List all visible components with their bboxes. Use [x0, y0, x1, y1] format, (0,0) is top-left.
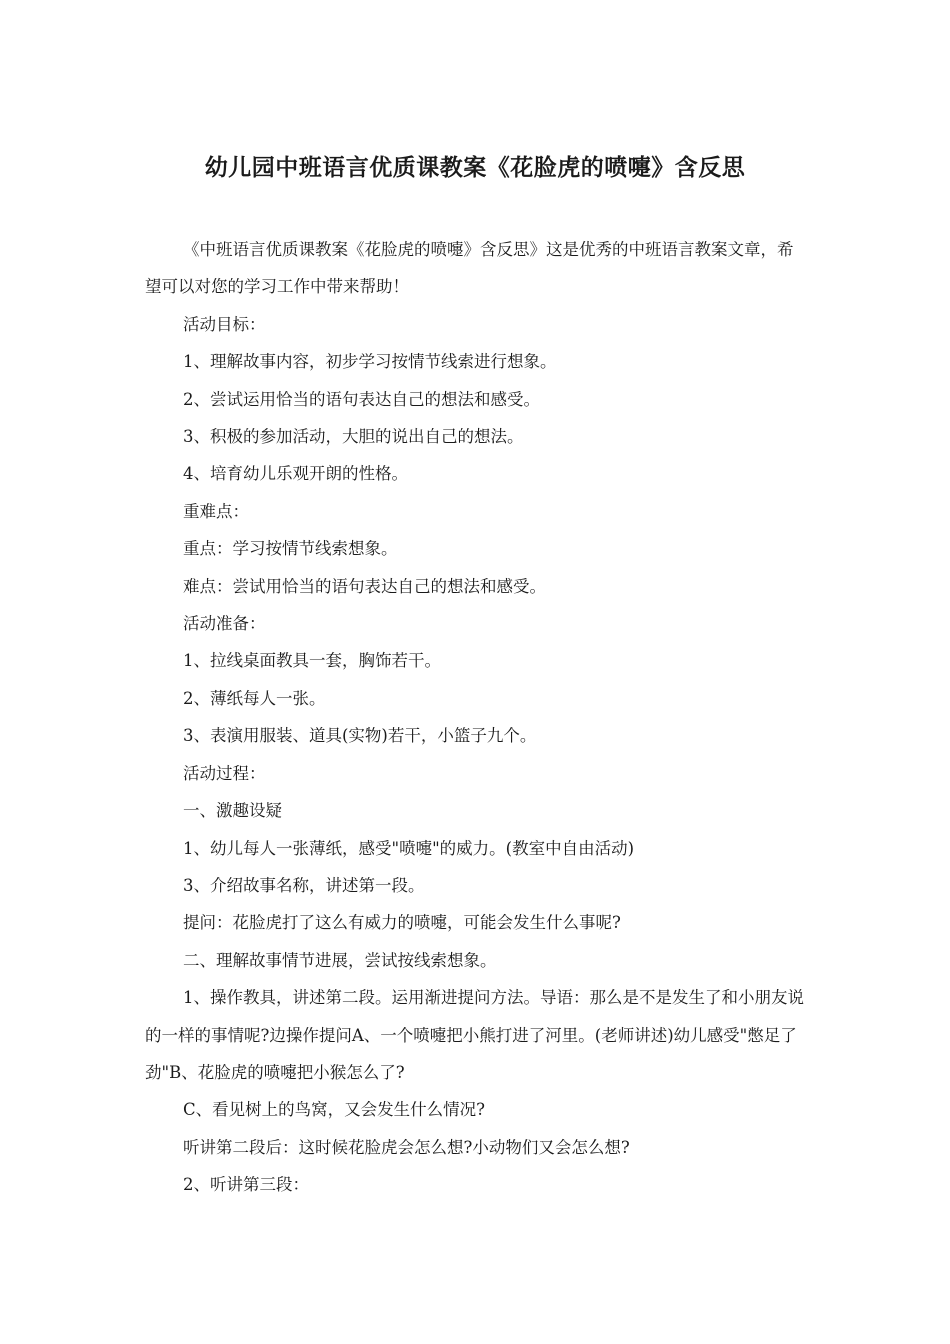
difficulty-item: 难点：尝试用恰当的语句表达自己的想法和感受。: [183, 576, 546, 596]
process-item: C、看见树上的鸟窝，又会发生什么情况?: [183, 1100, 485, 1120]
preparation-item: 1、拉线桌面教具一套，胸饰若干。: [183, 651, 441, 671]
process-step-heading: 二、理解故事情节进展，尝试按线索想象。: [183, 950, 497, 970]
section-heading-process: 活动过程：: [183, 763, 266, 783]
process-item: 1、幼儿每人一张薄纸，感受"喷嚏"的威力。(教室中自由活动): [183, 838, 635, 858]
process-item: 2、听讲第三段：: [183, 1175, 309, 1195]
process-step-heading: 一、激趣设疑: [183, 801, 282, 821]
process-item: 1、操作教具，讲述第二段。运用渐进提问方法。导语：那么是不是发生了和小朋友说的一样的事情呢?边操作提问A、一个喷嚏把小熊打进了河里。(老师讲述)幼儿感受"憋足了劲"B、花脸虎的喷嚏把小猴怎么了?: [145, 988, 804, 1082]
process-question: 听讲第二段后：这时候花脸虎会怎么想?小动物们又会怎么想?: [183, 1137, 630, 1157]
goal-item: 3、积极的参加活动，大胆的说出自己的想法。: [183, 427, 524, 447]
section-heading-key-points: 重难点：: [183, 501, 249, 521]
goal-item: 4、培育幼儿乐观开朗的性格。: [183, 464, 408, 484]
preparation-item: 3、表演用服装、道具(实物)若干，小篮子九个。: [183, 726, 537, 746]
document-body: [145, 231, 807, 1204]
intro-paragraph: 《中班语言优质课教案《花脸虎的喷嚏》含反思》这是优秀的中班语言教案文章，希望可以对您的学习工作中带来帮助！: [145, 240, 794, 297]
goal-item: 2、尝试运用恰当的语句表达自己的想法和感受。: [183, 389, 540, 409]
document-title: 幼儿园中班语言优质课教案《花脸虎的喷嚏》含反思: [204, 155, 746, 181]
section-heading-goals: 活动目标：: [183, 314, 266, 334]
section-heading-preparation: 活动准备：: [183, 614, 266, 634]
process-item: 3、介绍故事名称，讲述第一段。: [183, 875, 425, 895]
process-question: 提问：花脸虎打了这么有威力的喷嚏，可能会发生什么事呢?: [183, 913, 621, 933]
key-point-item: 重点：学习按情节线索想象。: [183, 539, 398, 559]
goal-item: 1、理解故事内容，初步学习按情节线索进行想象。: [183, 352, 557, 372]
preparation-item: 2、薄纸每人一张。: [183, 688, 326, 708]
